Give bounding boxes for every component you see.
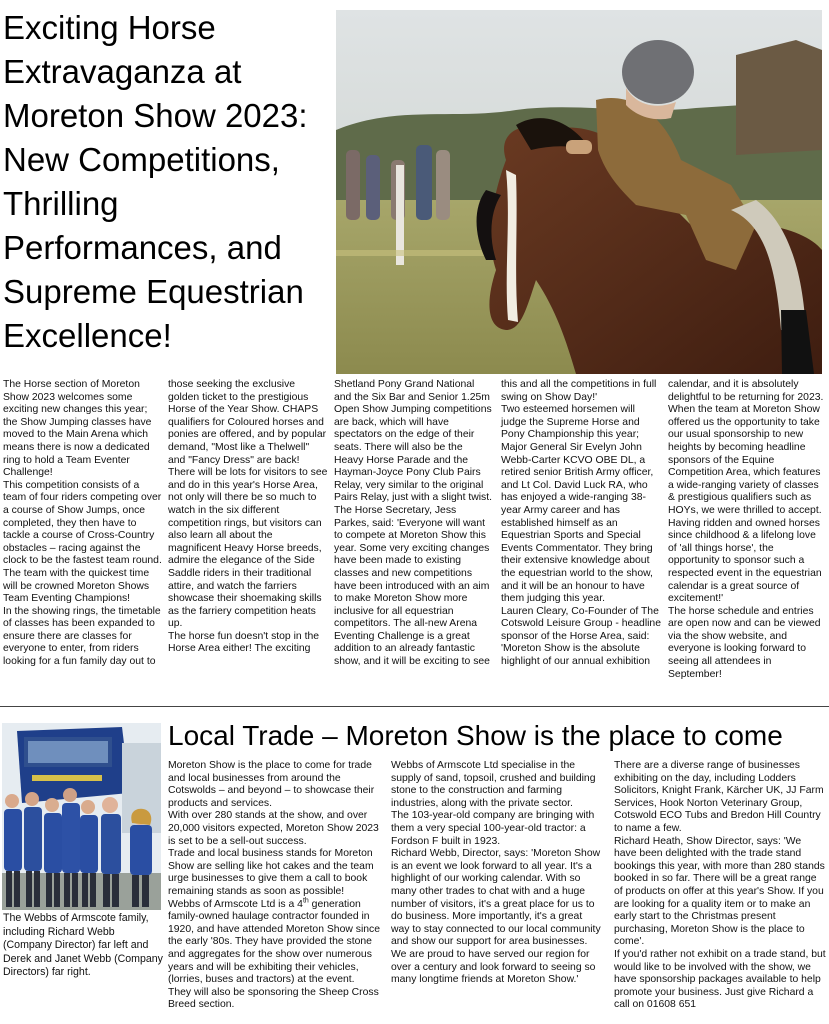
paragraph: The Horse section of Moreton Show 2023 welcomes some exciting new changes this year; the Show Jumping classes have moved to the Main Arena which means there is now a dedicated ring to hold a Team Eventer Challenge! [3,379,152,479]
paragraph: This competition consists of a team of four riders competing over a course of Show Jumps, once completed, they then have to tackle a course of Cross-Country obstacles – racing against the clock to be the fastest team round. The team with the quickest time will be crowned Moreton Shows Team Eventing Champions! [3,479,162,605]
article2-column-3 [614,760,826,1012]
text-span: Webbs of Armscote Ltd is a 4 [168,898,303,910]
paragraph: those seeking the exclusive golden ticket to the prestigious Horse of the Year Show. CHAPS qualifiers for Coloured horses and ponies are offered, and by popular demand, "Most like a Thelwell" and "Fancy Dress" are back! [168,379,327,466]
paragraph: Richard Webb, Director, says: 'Moreton Show is an event we look forward to all year. It's a highlight of our working calendar. With so many other trades to chat with and a huge number of visitors, it's a great place for us to do business. More importantly, it's a great way to stay connected to our local community and show our support for area businesses. We are proud to have served our region for over a century and look forward to seeing so many longtime friends at Moreton Show.' [391,848,601,986]
paragraph: The horse schedule and entries are open now and can be viewed via the show website, and everyone is looking forward to seeing all attendees in September! [668,605,821,680]
webbs-family-photo [2,723,161,910]
paragraph: calendar, and it is absolutely delightful to be returning for 2023. When the team at Moreton Show offered us the opportunity to take our usual sponsorship to new heights by becoming headline sponsors of the Equine Competition Area, which features a wide-ranging variety of classes & prestigious qualifiers such as HOYs, we were thrilled to accept. Having ridden and owned horses since childhood & a lifelong love of 'all things horse', the opportunity to sponsor such a respected event in the equestrian calendar is a great source of excitement!' [668,379,824,605]
superscript: th [302,897,309,905]
article1-column-4 [501,379,661,669]
text-span: generation family-owned haulage contractor founded in 1920, and have attended Moreton Show since the early '80s. They have provided the stone and aggregates for the show over numerous years and will be exhibiting their vehicles, (lorries, buses and tractors) at the event. They will also be sponsoring the Sheep Cross Breed section. [168,898,381,1011]
paragraph: Richard Heath, Show Director, says: 'We have been delighted with the trade stand bookings this year, with more than 280 stands booked in so far. There will be a great range of products on offer at this year's Show. If you are looking for a quality item or to make an early start to the Christmas present purchasing, Moreton Show is the place to come'. [614,835,825,948]
paragraph: Webbs of Armscote Ltd specialise in the supply of sand, topsoil, crushed and building stone to the construction and farming industries, along with the private sector. [391,760,596,809]
paragraph: The 103-year-old company are bringing with them a very special 100-year-old tractor: a Fordson F built in 1923. [391,810,595,847]
article2-column-1 [168,760,380,1012]
paragraph: The Horse Secretary, Jess Parkes, said: 'Everyone will want to compete at Moreton Show this year. Some very exciting changes have been made to existing classes and new competitions have been introduced with an aim to make Moreton Show more inclusive for all equestrian competitors. The all-new Arena Eventing Challenge is a great addition to an already fantastic show, and it will be exciting to see [334,504,490,668]
article-headline: Exciting Horse Extravaganza at Moreton Show 2023: New Competitions, Thrilling Performances, and Supreme Equestrian Excellence! [3,9,308,354]
paragraph: There are a diverse range of businesses exhibiting on the day, including Lodders Solicitors, Knight Frank, Kärcher UK, JJ Farm Services, Hook Norton Veterinary Group, Cotswold ECO Tubs and Bredon Hill Country to name a few. [614,760,824,834]
paragraph: Trade and local business stands for Moreton Show are selling like hot cakes and the team urge businesses to give them a call to book remaining stands as soon as possible! [168,848,374,897]
paragraph [168,899,380,1012]
article2-column-2 [391,760,603,987]
caption-text: The Webbs of Armscote family, including Richard Webb (Company Director) far left and Derek and Janet Webb (Company Directors) far right. [3,912,163,978]
paragraph: Moreton Show is the place to come for trade and local businesses from around the Cotswolds – and beyond – to showcase their products and services. [168,760,375,809]
article1-column-3 [334,379,494,669]
paragraph: In the showing rings, the timetable of classes has been expanded to ensure there are classes for everyone to enter, from riders looking for a fun family day out to [3,605,161,668]
paragraph: The horse fun doesn't stop in the Horse Area either! The exciting [168,630,320,655]
article-headline: Local Trade – Moreton Show is the place to come [168,720,783,751]
paragraph: Lauren Cleary, Co-Founder of The Cotswold Leisure Group - headline sponsor of the Horse Area, said: 'Moreton Show is the absolute highlight of our annual exhibition [501,605,661,668]
article1-column-2 [168,379,328,656]
horse-rider-photo [336,10,822,374]
paragraph: If you'd rather not exhibit on a trade stand, but would like to be involved with the show, we have sponsorship packages available to help promote your business. Just give Richard a call on 01608 651 [614,948,826,1011]
paragraph: There will be lots for visitors to see and do in this year's Horse Area, not only will there be so much to watch in the six different competition rings, but visitors can also learn all about the magnificent Heavy Horse breeds, admire the elegance of the Side Saddle riders in their traditional attire, and watch the farriers showcase their shoemaking skills as the farriery competition heats up. [168,467,328,630]
paragraph: Two esteemed horsemen will judge the Supreme Horse and Pony Championship this year; Major General Sir Evelyn John Webb-Carter KCVO OBE DL, a retired senior British Army officer, and Lt Col. David Luck RA, who has enjoyed a wide-ranging 38-year Army career and has established himself as an Equestrian Sports and Special Events Commentator. They bring their extensive knowledge about the equestrian world to the show, and it will be an honour to have them judging this year. [501,404,654,605]
section-divider [0,706,829,707]
paragraph: this and all the competitions in full swing on Show Day!' [501,379,657,403]
article1-column-1 [3,379,163,669]
paragraph: With over 280 stands at the show, and over 20,000 visitors expected, Moreton Show 2023 is set to be a sell-out success. [168,810,379,847]
paragraph: Shetland Pony Grand National and the Six Bar and Senior 1.25m Open Show Jumping competitions are back, which will have spectators on the edge of their seats. There will also be the Heavy Horse Parade and the Hayman-Joyce Pony Club Pairs Relay, very similar to the original Pairs Relay, just with a slight twist. [334,379,493,504]
article1-column-5 [668,379,826,681]
photo-caption [3,912,163,980]
